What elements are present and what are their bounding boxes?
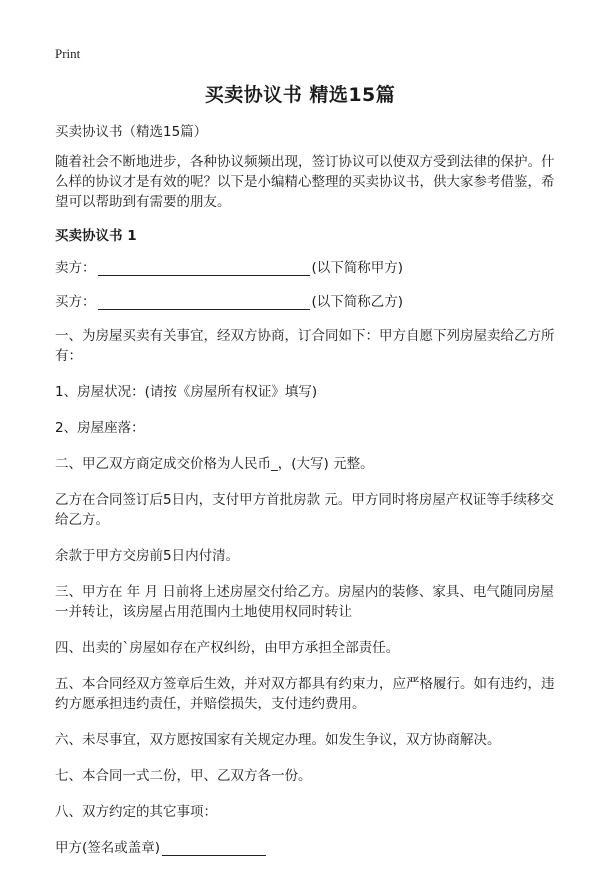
clause-paragraph: 二、甲乙双方商定成交价格为人民币_，(大写) 元整。 bbox=[55, 456, 374, 472]
seller-line bbox=[55, 258, 555, 278]
clause-paragraph: 乙方在合同签订后5日内，支付甲方首批房款 元。甲方同时将房屋产权证等手续移交给乙方。 bbox=[55, 492, 554, 528]
document-subtitle: 买卖协议书（精选15篇） bbox=[55, 124, 208, 140]
buyer-suffix: (以下简称乙方) bbox=[311, 294, 404, 310]
clause-paragraph: 四、出卖的`房屋如存在产权纠纷，由甲方承担全部责任。 bbox=[55, 640, 400, 656]
section-heading: 买卖协议书 1 bbox=[55, 228, 137, 244]
seller-suffix: (以下简称甲方) bbox=[311, 260, 404, 276]
clause-paragraph: 六、未尽事宜，双方愿按国家有关规定办理。如发生争议，双方协商解决。 bbox=[55, 732, 501, 748]
seller-label: 卖方： bbox=[55, 260, 96, 276]
signature-label: 甲方(签名或盖章) bbox=[55, 840, 161, 856]
seller-blank bbox=[98, 260, 310, 276]
clause-paragraph: 七、本合同一式二份，甲、乙双方各一份。 bbox=[55, 768, 312, 784]
clause-paragraph: 余款于甲方交房前5日内付清。 bbox=[55, 548, 240, 564]
intro-paragraph: 随着社会不断地进步，各种协议频频出现，签订协议可以使双方受到法律的保护。什么样的协议才是有效的呢？以下是小编精心整理的买卖协议书，供大家参考借鉴，希望可以帮助到有需要的朋友。 bbox=[55, 154, 555, 210]
signature-blank bbox=[162, 840, 266, 856]
signature-line bbox=[55, 838, 555, 858]
clause-paragraph: 三、甲方在 年 月 日前将上述房屋交付给乙方。房屋内的装修、家具、电气随同房屋一并转让，该房屋占用范围内土地使用权同时转让 bbox=[55, 584, 554, 620]
page-title: 买卖协议书 精选15篇 bbox=[204, 84, 396, 106]
clause-paragraph: 一、为房屋买卖有关事宜，经双方协商，订合同如下：甲方自愿下列房屋卖给乙方所有： bbox=[55, 328, 555, 364]
buyer-label: 买方： bbox=[55, 294, 96, 310]
print-link[interactable]: Print bbox=[55, 46, 81, 61]
clause-paragraph: 1、房屋状况：(请按《房屋所有权证》填写) bbox=[55, 384, 318, 400]
document-body bbox=[55, 122, 555, 872]
buyer-blank bbox=[98, 294, 310, 310]
buyer-line bbox=[55, 292, 555, 312]
clause-paragraph: 八、双方约定的其它事项： bbox=[55, 804, 217, 820]
clause-paragraph: 2、房屋座落： bbox=[55, 420, 145, 436]
clause-paragraph: 五、本合同经双方签章后生效，并对双方都具有约束力，应严格履行。如有违约，违约方愿承担违约责任，并赔偿损失，支付违约费用。 bbox=[55, 676, 555, 712]
